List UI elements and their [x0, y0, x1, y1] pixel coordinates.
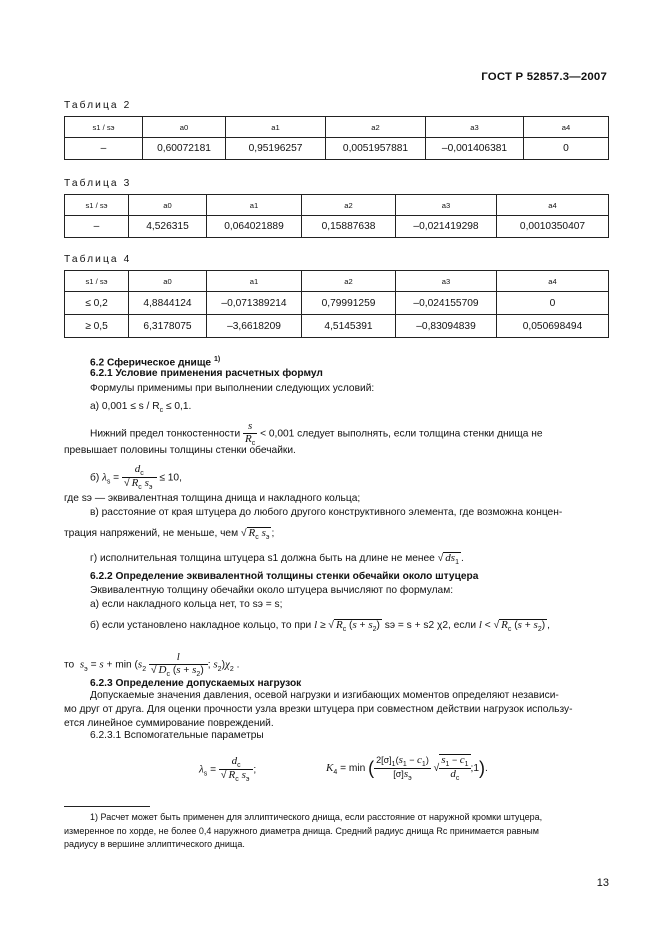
table-row — [65, 216, 609, 238]
table-cell: 4,526315 — [129, 216, 207, 238]
condition-b: б) $\lambda_s$ = $\frac{d_c}{√ R_c s_э}$ ≤ 10, — [90, 463, 182, 492]
table-row — [65, 315, 609, 338]
table4-header-row — [65, 271, 609, 292]
table-cell: 0,0051957881 — [326, 138, 426, 160]
paragraph-equiv: Эквивалентную толщину обечайки около штуцера вычисляют по формулам: — [90, 585, 454, 596]
table4-header: a1 — [207, 271, 302, 292]
table2-header-row — [65, 117, 609, 138]
table-cell: 0 — [524, 138, 609, 160]
table-cell: 0,064021889 — [207, 216, 302, 238]
table-cell: 4,8844124 — [129, 292, 207, 315]
table4-header: a3 — [396, 271, 497, 292]
page-number: 13 — [596, 877, 609, 889]
section-6-2-1-heading: 6.2.1 Условие применения расчетных формул — [90, 368, 323, 379]
table-cell: – — [65, 138, 143, 160]
table4 — [64, 270, 609, 338]
footnote-line: измеренное по хорде, не более 0,4 наружного диаметра днища. Средний радиус днища Rc принимается равным — [64, 825, 539, 836]
table4-header: a0 — [129, 271, 207, 292]
table2-header: a1 — [226, 117, 326, 138]
table3-header: a3 — [396, 195, 497, 216]
footnote-line: радиусу в вершине эллиптического днища. — [64, 839, 245, 849]
table3-header: a1 — [207, 195, 302, 216]
paragraph-allow-1: Допускаемые значения давления, осевой нагрузки и изгибающих моментов определяют независи- — [90, 690, 559, 701]
footnote — [64, 811, 610, 852]
condition-c-line2: трация напряжений, не меньше, чем √ $R_c$ $s_э$ ; — [64, 527, 275, 542]
section-6-2-3-1-heading: 6.2.3.1 Вспомогательные параметры — [90, 730, 264, 741]
table-cell: –0,071389214 — [207, 292, 302, 315]
table3-header-row — [65, 195, 609, 216]
table-cell: 0,050698494 — [497, 315, 609, 338]
table-cell: –0,021419298 — [396, 216, 497, 238]
where-line: где sэ — эквивалентная толщина днища и накладного кольца; — [64, 493, 361, 504]
table2-header: s1 / sэ — [65, 117, 143, 138]
paragraph-allow-3: ется линейное суммирование повреждений. — [64, 718, 274, 729]
formula-sqrt-rc-se: √ $R_c$ $s_э$ ; — [240, 527, 275, 542]
table-cell: ≥ 0,5 — [65, 315, 129, 338]
table-row — [65, 138, 609, 160]
table-cell: –3,6618209 — [207, 315, 302, 338]
condition-a: а) $0,001 \le s / R_c \le 0,1$. — [90, 401, 192, 415]
lower-limit-line: Нижний предел тонкостенности $\frac{s}{R_c}$ < 0,001 следует выполнять, если толщина стенки днища не — [90, 420, 543, 447]
table-cell: 0,15887638 — [302, 216, 396, 238]
table-cell: ≤ 0,2 — [65, 292, 129, 315]
table2-caption: Таблица 2 — [64, 100, 132, 111]
section-6-2-heading: 6.2 Сферическое днище $^{1)}$ — [90, 356, 221, 369]
section-6-2-3-heading: 6.2.3 Определение допускаемых нагрузок — [90, 678, 302, 689]
section-6-2-2-heading: 6.2.2 Определение эквивалентной толщины стенки обечайки около штуцера — [90, 571, 479, 582]
table-cell: 0,60072181 — [143, 138, 226, 160]
table3-caption: Таблица 3 — [64, 178, 132, 189]
table2 — [64, 116, 609, 160]
table4-header: a4 — [497, 271, 609, 292]
table-cell: –0,001406381 — [426, 138, 524, 160]
condition-d: г) исполнительная толщина штуцера s1 должна быть на длине не менее √ $ds_1$ . — [90, 552, 464, 567]
table4-caption: Таблица 4 — [64, 254, 132, 265]
table3-header: a4 — [497, 195, 609, 216]
table4-header: a2 — [302, 271, 396, 292]
table3 — [64, 194, 609, 238]
table-cell: 4,5145391 — [302, 315, 396, 338]
formula-lambda-s-2: $\lambda_s$ = $\frac{d_c}{√ R_c s_э}$ ; — [199, 755, 257, 784]
table2-header: a3 — [426, 117, 524, 138]
table3-header: a0 — [129, 195, 207, 216]
table-row — [65, 292, 609, 315]
equiv-b: б) если установлено накладное кольцо, то при l ≥ √ $R_c$ $(s + s_2)$ sэ = s + s2 χ2, если l < √ $R_c$ $(s + s_2)$ , — [90, 619, 550, 634]
formula-sqrt-ds1: √ $ds_1$ . — [437, 552, 464, 567]
table-cell: 0,0010350407 — [497, 216, 609, 238]
table3-header: s1 / sэ — [65, 195, 129, 216]
formula-k4: $K_4 = \min$ ( $\frac{2[\sigma]_1(s_1 - c_1)}{[\sigma]s_э}$ √ $\frac{s_1 - c_1}{d_c}$ ;1). — [326, 753, 488, 782]
paragraph-formulas: Формулы применимы при выполнении следующих условий: — [90, 383, 375, 394]
table-cell: – — [65, 216, 129, 238]
paragraph-allow-2: мо друг от друга. Для оценки прочности узла врезки штуцера при совместном действии нагрузок использу- — [64, 704, 573, 715]
table4-header: s1 / sэ — [65, 271, 129, 292]
table-cell: –0,83094839 — [396, 315, 497, 338]
table2-header: a0 — [143, 117, 226, 138]
formula-lambda-s: $\frac{d_c}{√ R_c s_э}$ — [122, 464, 157, 492]
equiv-then: то $s_э = s + \min (s_2$ $\frac{l}{√ D_c (s + s_2)}$ ; $s_2)\chi_2$ . — [64, 651, 240, 678]
table3-header: a2 — [302, 195, 396, 216]
condition-c: в) расстояние от края штуцера до любого другого конструктивного элемента, где возможна концен- — [90, 507, 563, 518]
formula-l-over-sqrt: $\frac{l}{√ D_c (s + s_2)}$ — [149, 652, 208, 678]
table-cell: 6,3178075 — [129, 315, 207, 338]
formula-s-over-rc: $\frac{s}{R_c}$ — [244, 420, 256, 447]
footnote-line: 1) Расчет может быть применен для эллиптического днища, если расстояние от наружной кромки штуцера, — [90, 812, 543, 822]
table2-header: a2 — [326, 117, 426, 138]
document-header: ГОСТ Р 52857.3—2007 — [481, 71, 607, 83]
table-cell: 0,79991259 — [302, 292, 396, 315]
lower-limit-line-2: превышает половины толщины стенки обечайки. — [64, 445, 296, 456]
footnote-separator — [64, 806, 150, 807]
table2-header: a4 — [524, 117, 609, 138]
table-cell: –0,024155709 — [396, 292, 497, 315]
table-cell: 0,95196257 — [226, 138, 326, 160]
table-cell: 0 — [497, 292, 609, 315]
equiv-a: а) если накладного кольца нет, то sэ = s; — [90, 599, 283, 610]
